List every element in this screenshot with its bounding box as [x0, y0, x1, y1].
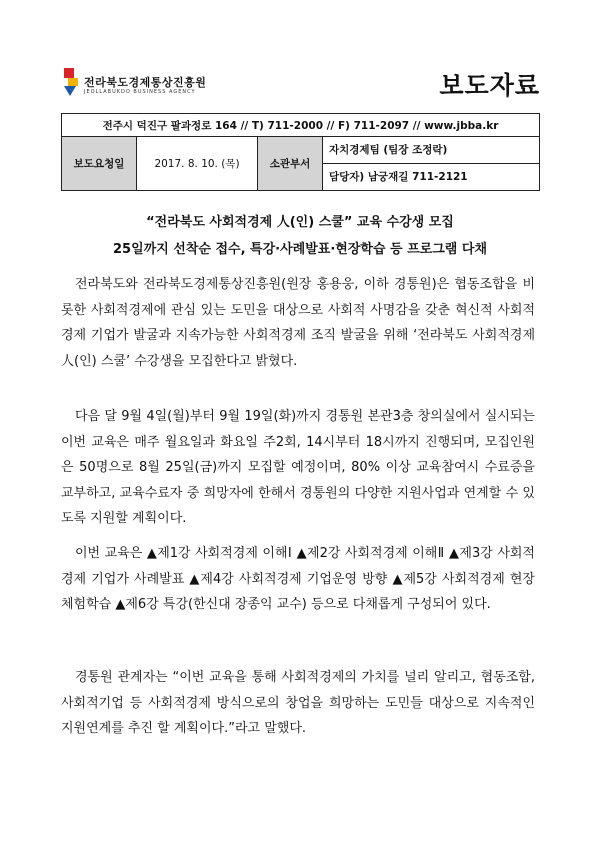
document-header — [62, 62, 542, 108]
agency-name-kr: 전라북도경제통상진흥원 — [84, 76, 207, 89]
body-paragraph-3: 이번 교육은 ▲제1강 사회적경제 이해Ⅰ ▲제2강 사회적경제 이해Ⅱ ▲제3강 사회적경제 기업가 사례발표 ▲제4강 사회적경제 기업운영 방향 ▲제5강 사회적경제 현장 체험학습 ▲제6강 특강(한신대 장종익 교수) 등으로 다채롭게 구성되어 있다. — [61, 546, 535, 613]
body-paragraph-4: 경통원 관계자는 “이번 교육을 통해 사회적경제의 가치를 널리 알리고, 협동조합, 사회적기업 등 사회적경제 방식으로의 창업을 희망하는 도민들 대상으로 지속적인 지원연계를 추진 할 계획이다.”라고 말했다. — [61, 670, 535, 737]
headline-main: “전라북도 사회적경제 人(인) 스쿨” 교육 수강생 모집 — [146, 215, 454, 230]
agency-logo — [62, 64, 262, 104]
request-date-value: 2017. 8. 10. (목) — [137, 137, 258, 191]
press-info-table — [61, 113, 540, 191]
body-paragraph-1: 전라북도와 전라북도경제통상진흥원(원장 홍용웅, 이하 경통원)은 협동조합을 비롯한 사회적경제에 관심 있는 도민을 대상으로 사회적 사명감을 갖춘 혁신적 사회적경제 기업가 발굴과 지속가능한 사회적경제 조직 발굴을 위해 ‘전라북도 사회적경제 人(인) 스쿨’ 수강생을 모집한다고 밝혔다. — [61, 277, 535, 369]
agency-name-en: JEOLLABUKDO BUSINESS AGENCY — [84, 89, 196, 95]
department-contact: 담당자) 남궁재길 711-2121 — [323, 164, 540, 191]
document-type-title: 보도자료 — [439, 71, 540, 100]
headline-sub: 25일까지 선착순 접수, 특강·사례발표·현장학습 등 프로그램 다채 — [112, 242, 487, 257]
body-paragraph-2: 다음 달 9월 4일(월)부터 9월 19일(화)까지 경통원 본관3층 창의실에서 실시되는 이번 교육은 매주 월요일과 화요일 주2회, 14시부터 18시까지 진행되며, 모집인원은 50명으로 8월 25일(금)까지 모집할 예정이며, 80% 이상 교육참여시 수료증을 교부하고, 교육수료자 중 희망자에 한해서 경통원의 다양한 지원사업과 연계할 수 있도록 지원할 계획이다. — [61, 409, 535, 527]
department-team: 자치경제팀 (팀장 조정락) — [323, 137, 540, 164]
agency-logo-icon — [62, 64, 82, 98]
request-date-label: 보도요청일 — [62, 137, 137, 191]
department-label: 소관부서 — [258, 137, 323, 191]
contact-line: 전주시 덕진구 팔과정로 164 // T) 711-2000 // F) 711-2097 // www.jbba.kr — [62, 114, 540, 137]
